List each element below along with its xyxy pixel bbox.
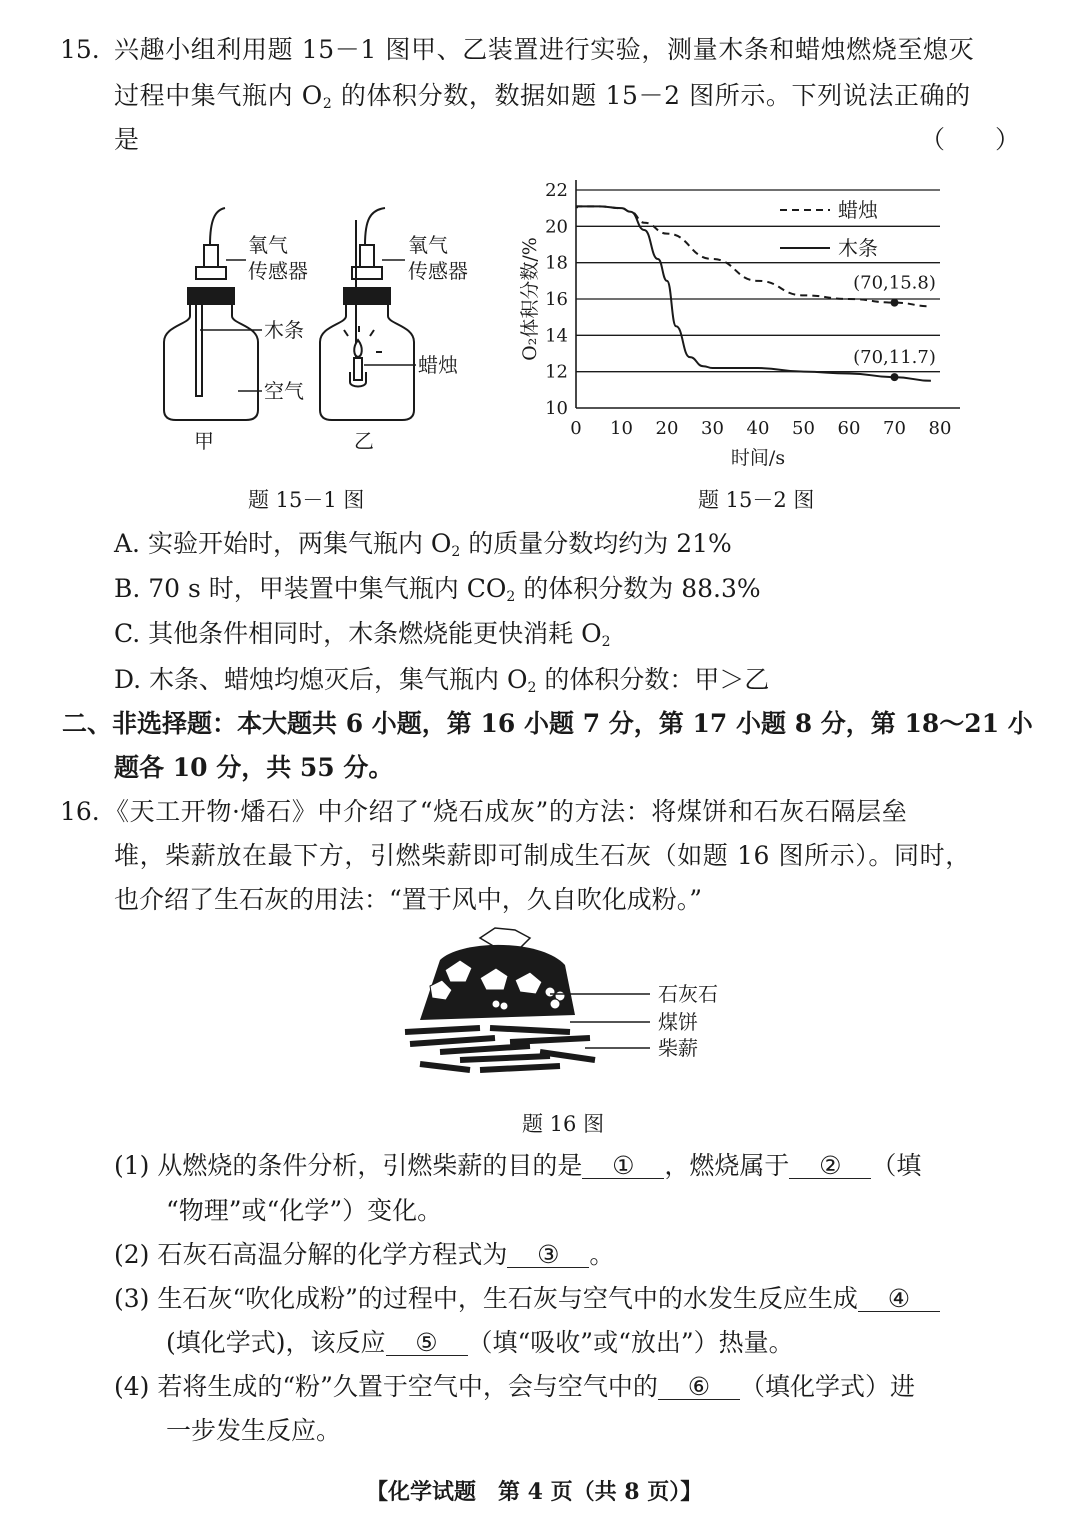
q16-part3-line1: (3) 生石灰“吹化成粉”的过程中，生石灰与空气中的水发生反应生成 ④: [114, 1286, 940, 1312]
firewood-layer: [405, 1028, 595, 1070]
y-tick-label: 18: [545, 252, 568, 274]
figure-15-1-caption: 题 15－1 图: [248, 488, 365, 512]
option-b[interactable]: B. 70 s 时，甲装置中集气瓶内 $CO_2$ 的体积分数为 88.3%: [114, 574, 761, 605]
q16-stem-line3: 也介绍了生石灰的用法：“置于风中，久自吹化成粉。”: [114, 885, 703, 914]
option-a[interactable]: A. 实验开始时，两集气瓶内 $O_2$ 的质量分数均约为 21%: [114, 529, 732, 560]
label-sensor-yi: 传感器: [408, 259, 468, 283]
option-d[interactable]: D. 木条、蜡烛均熄灭后，集气瓶内 $O_2$ 的体积分数：甲＞乙: [114, 665, 770, 696]
q16-part4-line1: (4) 若将生成的“粉”久置于空气中，会与空气中的 ⑥ （填化学式）进: [114, 1372, 915, 1401]
answer-blank-1[interactable]: ①: [582, 1153, 664, 1179]
y-tick-label: 14: [545, 325, 568, 347]
figure-16-caption: 题 16 图: [522, 1112, 605, 1136]
label-wood-stick: 木条: [264, 318, 304, 342]
label-limestone: 石灰石: [658, 982, 718, 1006]
q16-stem-line2: 堆，柴薪放在最下方，引燃柴薪即可制成生石灰（如题 16 图所示）。同时，: [114, 841, 971, 870]
x-tick-label: 10: [610, 418, 633, 439]
y-tick-label: 22: [545, 180, 568, 201]
x-tick-label: 50: [792, 418, 815, 439]
label-coal-cake: 煤饼: [658, 1010, 698, 1034]
label-candle: 蜡烛: [418, 353, 458, 377]
x-tick-label: 40: [746, 418, 770, 439]
data-point-marker: [891, 299, 899, 307]
q16-part4-line2: 一步发生反应。: [166, 1416, 342, 1445]
x-tick-label: 20: [655, 418, 679, 439]
x-tick-label: 30: [701, 418, 724, 439]
q16-part1-line1: (1) 从燃烧的条件分析，引燃柴薪的目的是 ① ，燃烧属于 ② （填: [114, 1151, 922, 1180]
legend-label: 蜡烛: [838, 198, 878, 222]
section-2-heading-line1: 二、非选择题：本大题共 6 小题，第 16 小题 7 分，第 17 小题 8 分，第 18～21 小: [62, 709, 1033, 738]
q15-stem-line2: 过程中集气瓶内 $O_2$ 的体积分数，数据如题 15－2 图所示。下列说法正确的: [114, 81, 971, 112]
label-oxygen-sensor-jia: 氧气: [248, 233, 288, 257]
jar-jia: [164, 208, 258, 420]
q16-part3-line2: (填化学式)，该反应 ⑤ （填“吸收”或“放出”）热量。: [166, 1328, 794, 1357]
x-axis-label: 时间/s: [730, 447, 786, 469]
answer-bracket[interactable]: （ ）: [920, 125, 1021, 154]
q16-part2: (2) 石灰石高温分解的化学方程式为 ③ 。: [114, 1240, 615, 1269]
data-point-label: (70,11.7): [853, 347, 936, 369]
figure-15-2-chart: [510, 168, 980, 473]
label-firewood: 柴薪: [658, 1036, 698, 1060]
label-yi: 乙: [354, 429, 374, 453]
label-jia: 甲: [194, 429, 214, 453]
y-tick-label: 20: [545, 216, 568, 238]
y-tick-label: 12: [545, 361, 568, 383]
answer-blank-2[interactable]: ②: [789, 1153, 871, 1179]
label-air: 空气: [264, 379, 304, 403]
legend-label: 木条: [838, 236, 878, 260]
x-tick-label: 60: [837, 418, 861, 439]
q15-stem-line1: 兴趣小组利用题 15－1 图甲、乙装置进行实验，测量木条和蜡烛燃烧至熄灭: [114, 35, 975, 64]
answer-blank-6[interactable]: ⑥: [658, 1374, 740, 1400]
data-point-marker: [891, 373, 899, 381]
question-number-15: 15.: [60, 35, 100, 64]
page-footer: 【化学试题 第 4 页（共 8 页）】: [366, 1479, 703, 1505]
figure-16-kiln: [400, 920, 730, 1090]
x-tick-label: 0: [570, 418, 582, 439]
q15-stem-line3: 是: [114, 125, 140, 154]
q16-part1-line2: “物理”或“化学”）变化。: [166, 1196, 443, 1225]
section-2-heading-line2: 题各 10 分，共 55 分。: [114, 753, 394, 782]
answer-blank-4[interactable]: ④: [858, 1286, 940, 1312]
answer-blank-3[interactable]: ③: [507, 1242, 589, 1268]
question-number-16: 16.: [60, 797, 100, 826]
x-tick-label: 70: [883, 418, 906, 439]
y-tick-label: 16: [545, 289, 568, 310]
figure-15-1-apparatus: [150, 200, 480, 460]
limestone-coal-pile: [420, 928, 575, 1020]
jar-yi: [320, 208, 414, 420]
figure-15-2-caption: 题 15－2 图: [698, 488, 815, 512]
option-c[interactable]: C. 其他条件相同时，木条燃烧能更快消耗 $O_2$: [114, 619, 611, 650]
label-sensor-jia: 传感器: [248, 259, 308, 283]
data-point-label: (70,15.8): [853, 272, 936, 294]
q16-stem-line1: 《天工开物·燔石》中介绍了“烧石成灰”的方法：将煤饼和石灰石隔层垒: [104, 797, 908, 826]
answer-blank-5[interactable]: ⑤: [386, 1330, 468, 1356]
label-oxygen-sensor-yi: 氧气: [408, 233, 448, 257]
y-axis-label: O₂体积分数/%: [519, 237, 541, 361]
y-tick-label: 10: [545, 398, 568, 419]
x-tick-label: 80: [928, 418, 952, 439]
